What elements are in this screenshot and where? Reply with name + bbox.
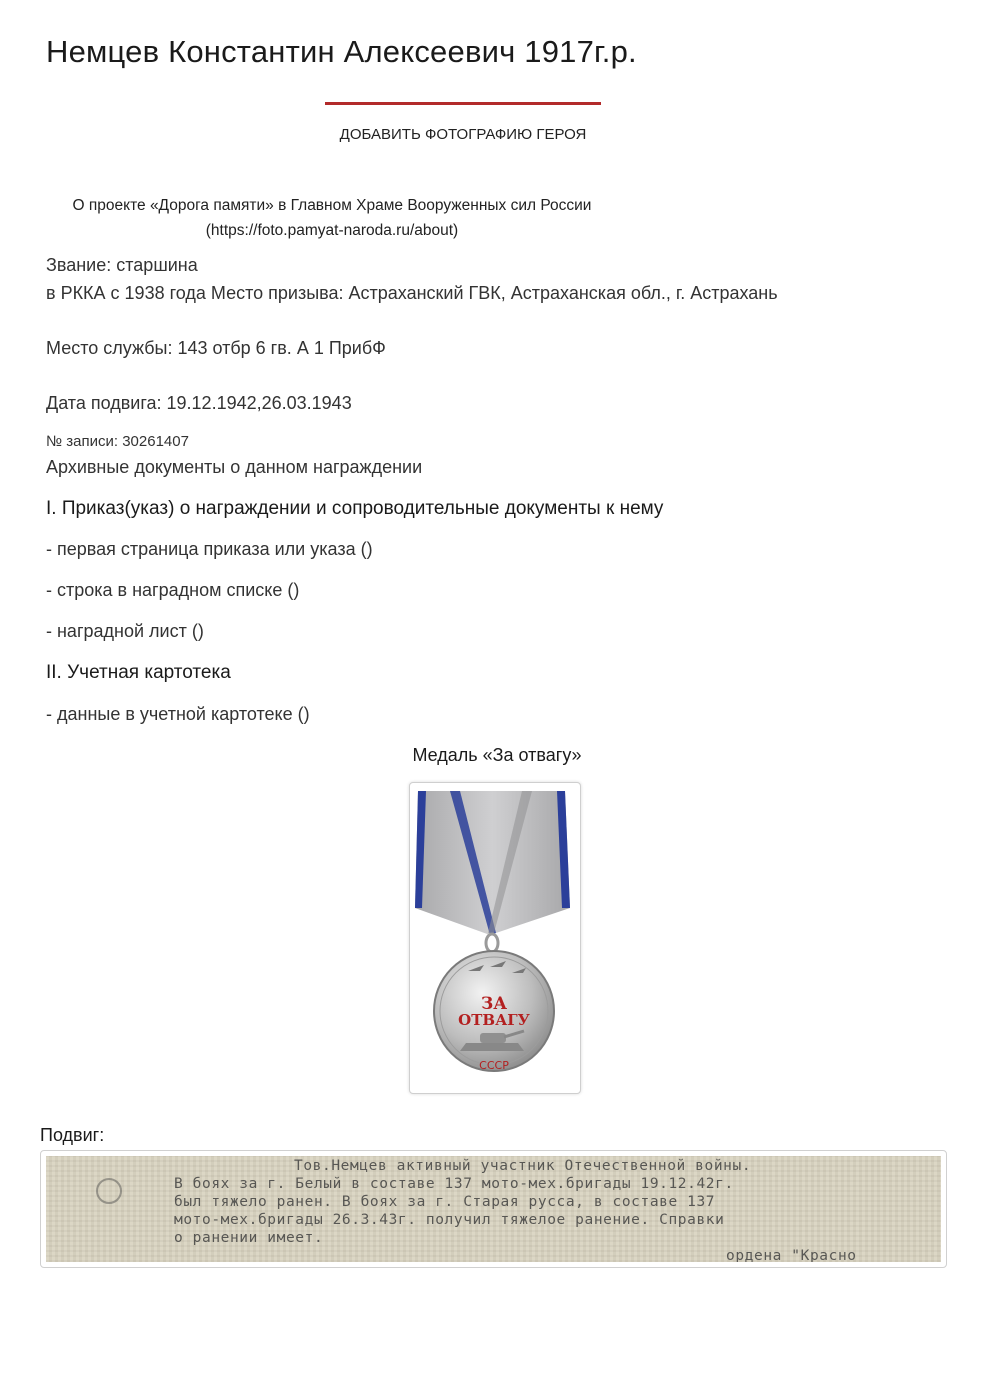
add-photo-label: ДОБАВИТЬ ФОТОГРАФИЮ ГЕРОЯ [339, 126, 587, 143]
feat-document-image[interactable] [40, 1150, 947, 1268]
service-place-text: Место службы: 143 отбр 6 гв. А 1 ПрибФ [46, 338, 386, 358]
award-list-line-link[interactable]: - строка в наградном списке () [46, 580, 300, 600]
archive-docs-heading: Архивные документы о данном награждении [46, 457, 423, 477]
award-sheet-link[interactable]: - наградной лист () [46, 621, 204, 641]
medal-bravery-icon [410, 783, 580, 1093]
title-divider [325, 102, 601, 105]
about-line-2: (https://foto.pamyat-naroda.ru/about) [205, 222, 459, 239]
medal-text-top: ЗА [480, 994, 508, 1014]
feat-date-text: Дата подвига: 19.12.1942,26.03.1943 [46, 393, 352, 413]
medal-text-bottom: ОТВАГУ [458, 1011, 530, 1029]
medal-title: Медаль «За отвагу» [412, 745, 582, 765]
conscription-text: в РККА с 1938 года Место призыва: Астраханский ГВК, Астраханская обл., г. Астрахань [46, 283, 778, 303]
feat-line-2: В боях за г. Белый в составе 137 мото-мех.бригады 19.12.42г. [174, 1176, 734, 1192]
feat-document-scan [46, 1156, 941, 1262]
feat-line-4: мото-мех.бригады 26.3.43г. получил тяжелое ранение. Справки [174, 1212, 725, 1228]
medal-ussr-text: СССР [479, 1059, 509, 1072]
feat-line-1: Тов.Немцев активный участник Отечественной войны. [294, 1158, 752, 1174]
record-number: № записи: 30261407 [46, 433, 189, 450]
section-orders-heading: I. Приказ(указ) о награждении и сопроводительные документы к нему [46, 498, 664, 519]
section-card-index-heading: II. Учетная картотека [46, 662, 231, 683]
page-title: Немцев Константин Алексеевич 1917г.р. [46, 34, 637, 69]
rank-text: Звание: старшина [46, 255, 198, 275]
medal-image[interactable] [409, 782, 581, 1094]
add-photo-link[interactable] [0, 126, 926, 143]
stamp-icon [96, 1178, 122, 1204]
feat-line-5: о ранении имеет. [174, 1230, 324, 1246]
feat-line-6: ордена "Красно [726, 1248, 857, 1262]
about-line-1: О проекте «Дорога памяти» в Главном Храме Вооруженных сил России [72, 197, 592, 214]
feat-line-3: был тяжело ранен. В боях за г. Старая русса, в составе 137 [174, 1194, 716, 1210]
feat-label: Подвиг: [40, 1125, 105, 1145]
order-first-page-link[interactable]: - первая страница приказа или указа () [46, 539, 373, 559]
card-index-data-link[interactable]: - данные в учетной картотеке () [46, 704, 310, 724]
about-project-link[interactable] [0, 193, 664, 243]
